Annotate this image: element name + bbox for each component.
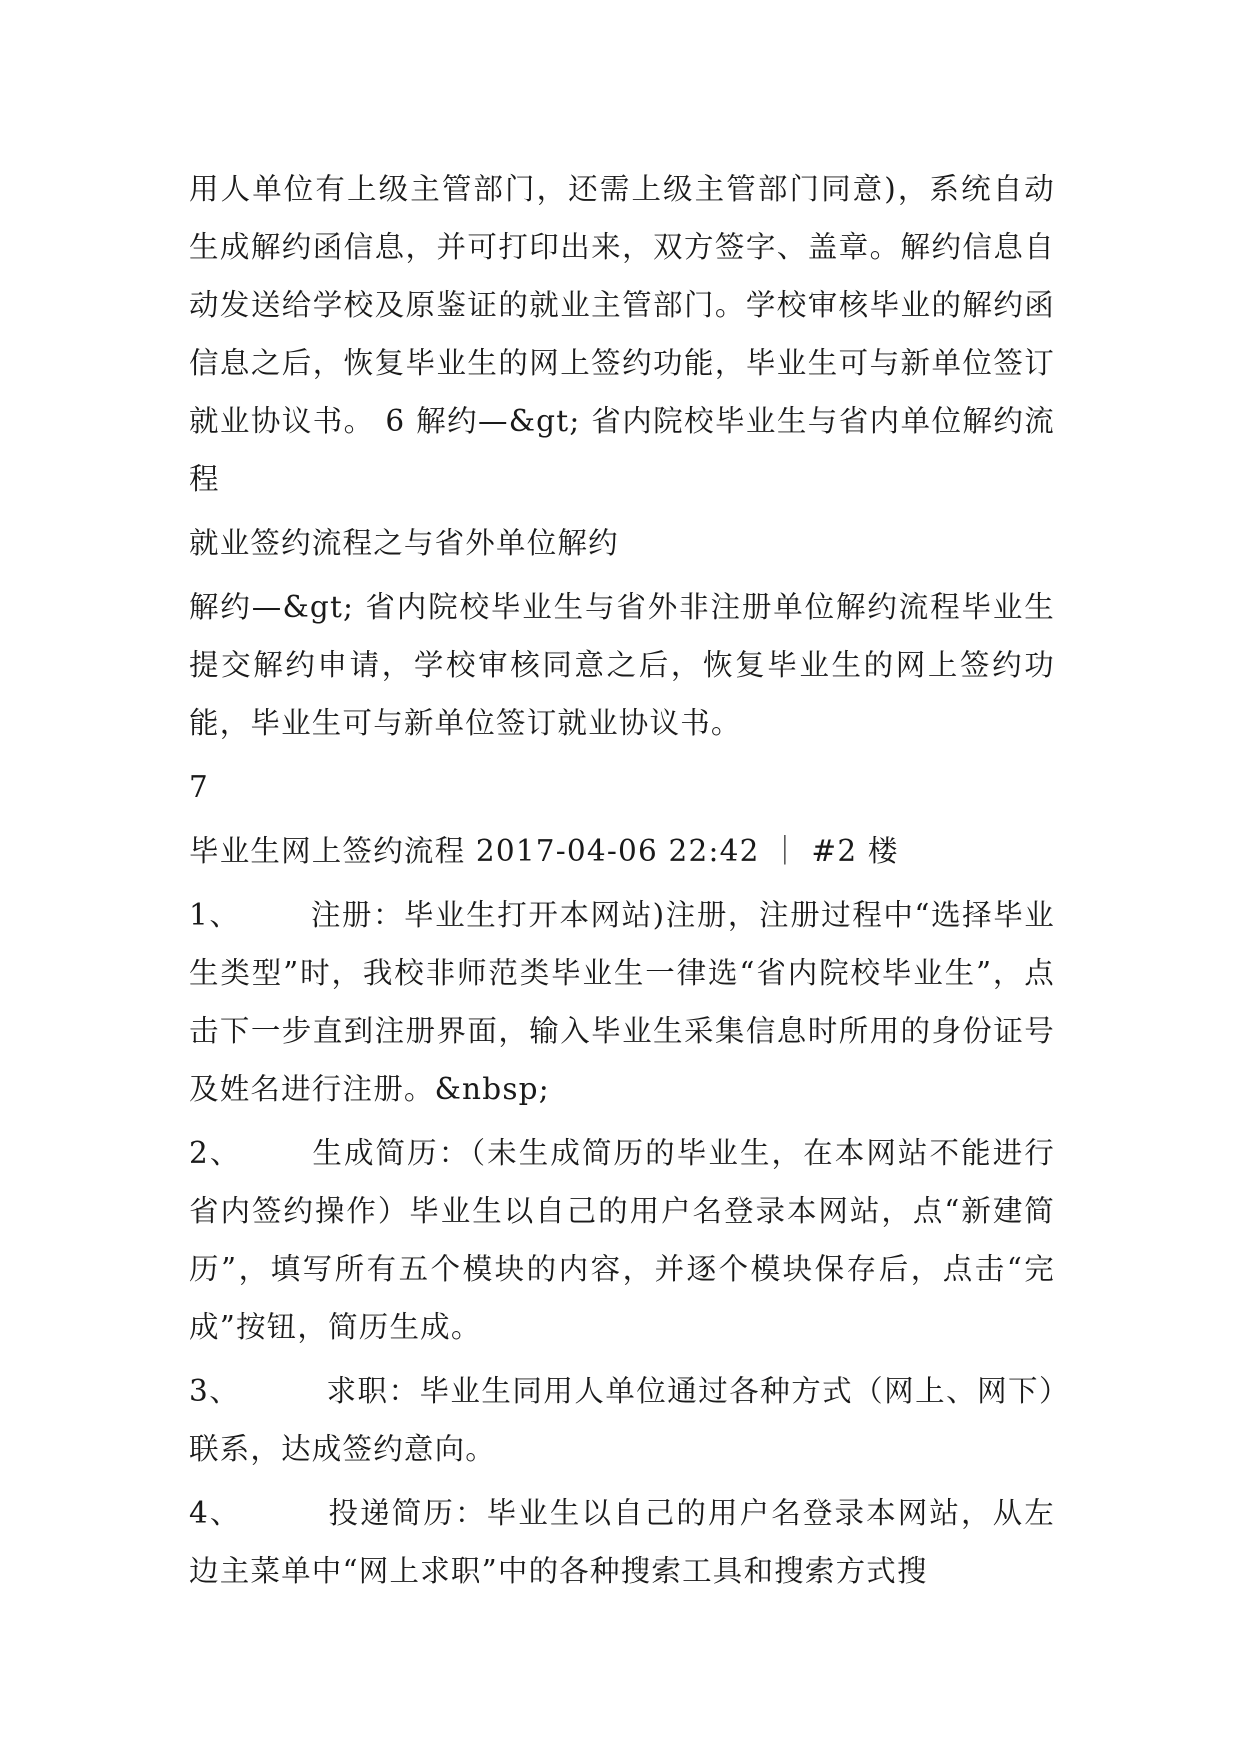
list-item-text: 求职：毕业生同用人单位通过各种方式（网上、网下）联系，达成签约意向。 <box>189 1374 1055 1466</box>
list-item-number: 4、 <box>189 1496 242 1530</box>
list-item-text: 投递简历：毕业生以自己的用户名登录本网站，从左边主菜单中“网上求职”中的各种搜索工具和搜索方式搜 <box>189 1496 1055 1588</box>
list-item-number: 3、 <box>189 1374 241 1408</box>
list-item <box>189 1124 1055 1356</box>
paragraph-termination-province: 用人单位有上级主管部门，还需上级主管部门同意)，系统自动生成解约函信息，并可打印出来，双方签字、盖章。解约信息自动发送给学校及原鉴证的就业主管部门。学校审核毕业的解约函信息之后，恢复毕业生的网上签约功能，毕业生可与新单位签订就业协议书。 6 解约—&gt; 省内院校毕业生与省内单位解约流程 <box>189 172 1055 496</box>
section-number: 7 <box>189 770 209 804</box>
list-item-text: 生成简历：（未生成简历的毕业生，在本网站不能进行省内签约操作）毕业生以自己的用户名登录本网站，点“新建简历”，填写所有五个模块的内容，并逐个模块保存后，点击“完成”按钮，简历生成。 <box>189 1136 1055 1344</box>
list-item-number: 1、 <box>189 898 241 932</box>
post-header-line: 毕业生网上签约流程 2017-04-06 22:42 ｜ #2 楼 <box>189 834 899 868</box>
list-item-text: 注册：毕业生打开本网站)注册，注册过程中“选择毕业生类型”时，我校非师范类毕业生一律选“省内院校毕业生”，点击下一步直到注册界面，输入毕业生采集信息时所用的身份证号及姓名进行注册。&nbsp; <box>189 898 1056 1106</box>
document-page <box>189 160 1055 1606</box>
list-item <box>189 1362 1055 1478</box>
list-item-number: 2、 <box>189 1136 242 1170</box>
list-item <box>189 886 1055 1118</box>
list-item <box>189 1484 1055 1600</box>
section-heading-out-of-province: 就业签约流程之与省外单位解约 <box>189 526 619 560</box>
paragraph-termination-out-of-province: 解约—&gt; 省内院校毕业生与省外非注册单位解约流程毕业生提交解约申请，学校审核同意之后，恢复毕业生的网上签约功能，毕业生可与新单位签订就业协议书。 <box>189 590 1055 740</box>
